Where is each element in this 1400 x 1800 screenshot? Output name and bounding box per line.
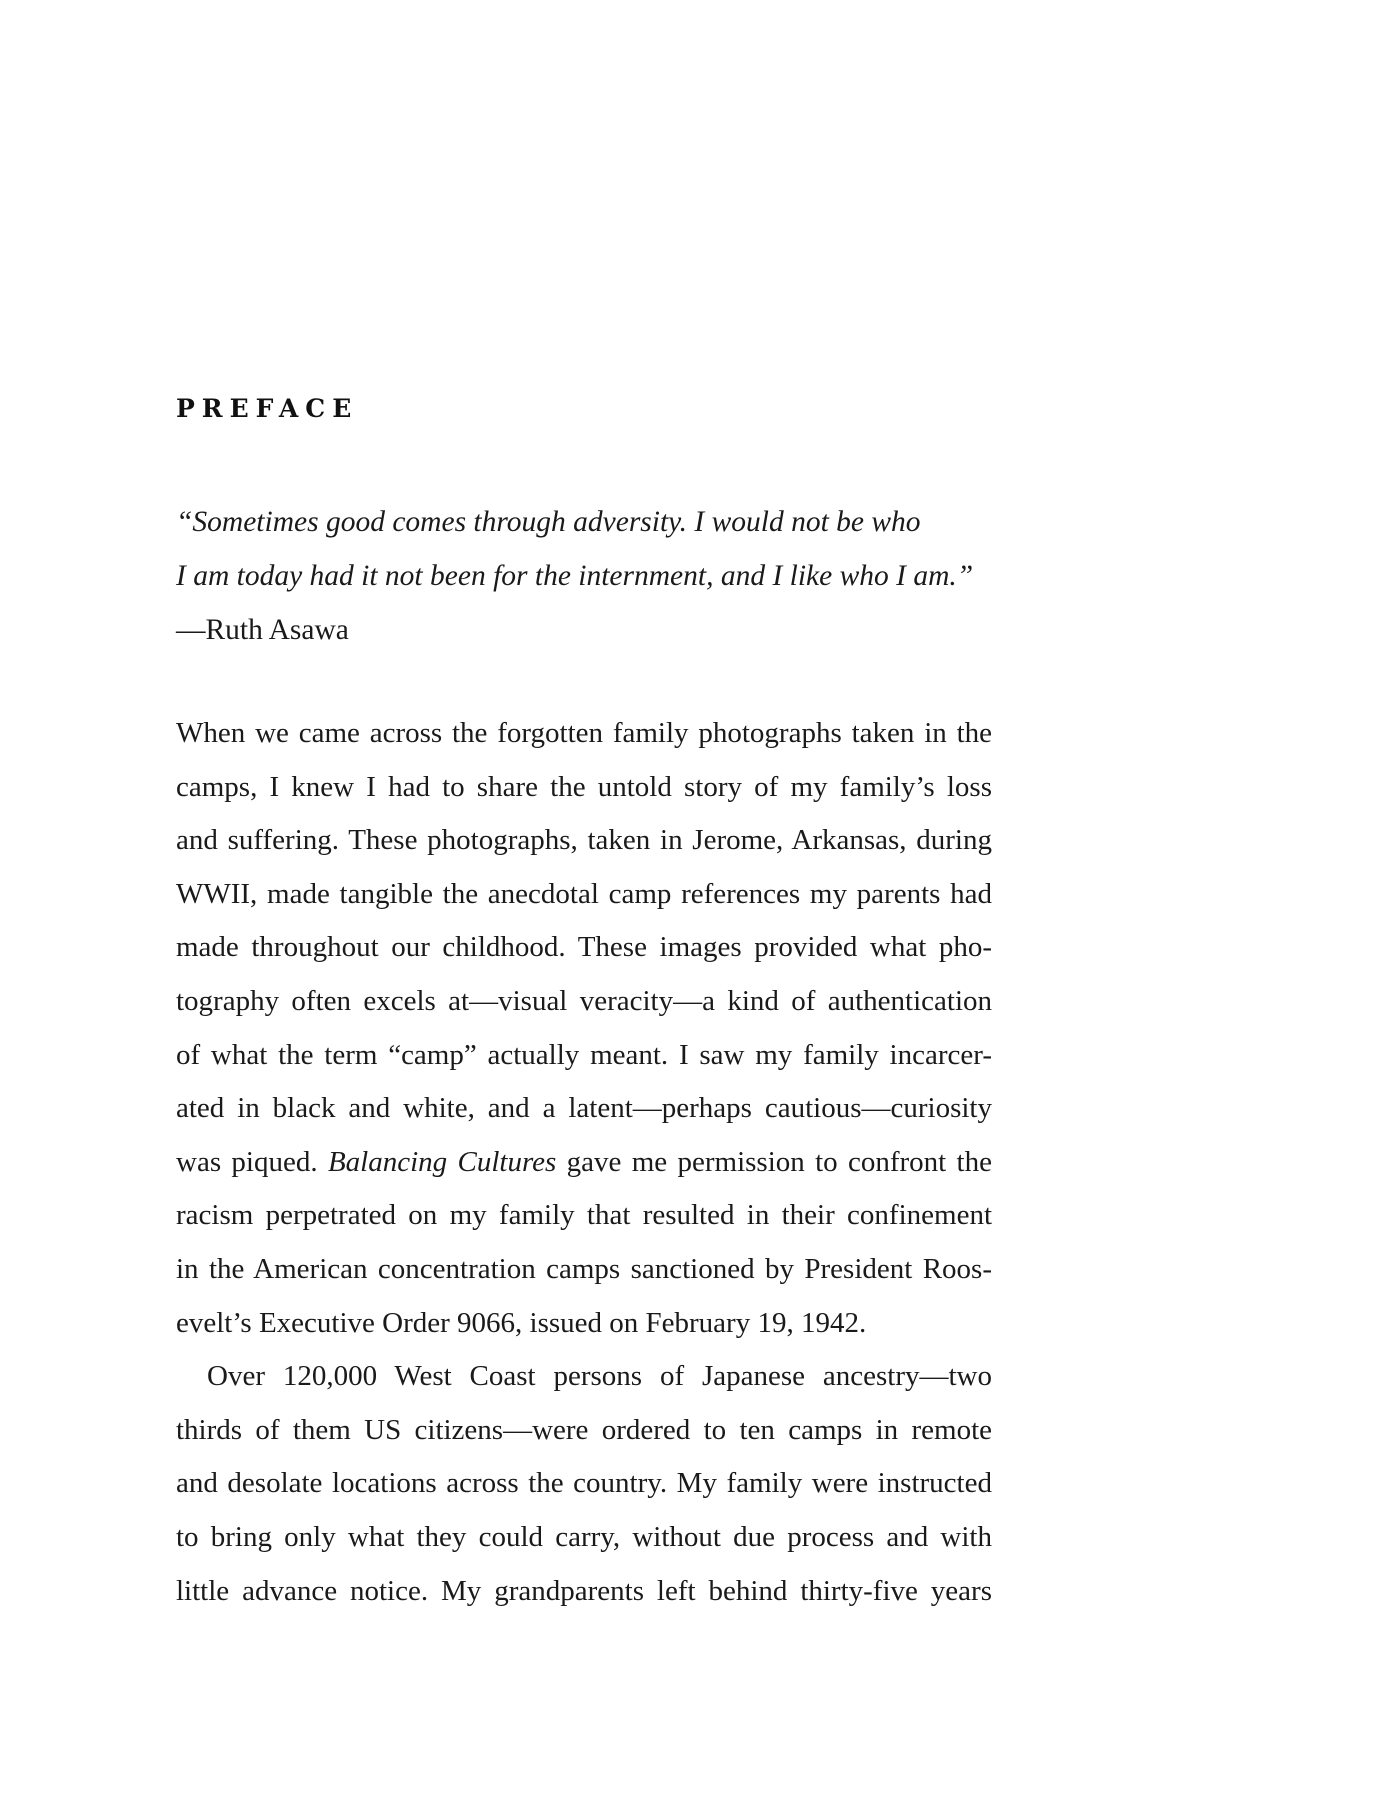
paragraph-1-line: evelt’s Executive Order 9066, issued on February 19, 1942.	[176, 1306, 867, 1339]
book-page	[176, 0, 992, 1800]
paragraph-1-line: tography often excels at—visual veracity—a kind of authentication	[176, 984, 992, 1017]
paragraph-1-line	[176, 1136, 992, 1190]
paragraph-1-line: and suffering. These photographs, taken in Jerome, Arkansas, during	[176, 824, 992, 857]
body-text	[176, 707, 992, 1618]
paragraph-2-line: thirds of them US citizens—were ordered to ten camps in remote	[176, 1413, 992, 1446]
epigraph-quote-line: I am today had it not been for the internment, and I like who I am.”	[176, 560, 974, 592]
paragraph-1-line: WWII, made tangible the anecdotal camp references my parents had	[176, 877, 992, 910]
book-title: Balancing Cultures	[327, 1145, 557, 1178]
epigraph-attribution: —Ruth Asawa	[176, 614, 349, 646]
line-text: gave me permission to confront the	[556, 1145, 992, 1178]
paragraph-1-line: of what the term “camp” actually meant. I saw my family incarcer-	[176, 1038, 992, 1071]
epigraph	[176, 495, 992, 657]
paragraph-1-line: made throughout our childhood. These images provided what pho-	[176, 931, 992, 964]
paragraph-1-line: racism perpetrated on my family that resulted in their confinement	[176, 1199, 992, 1232]
paragraph-2-line: Over 120,000 West Coast persons of Japanese ancestry—two	[207, 1360, 992, 1393]
paragraph-1-line: camps, I knew I had to share the untold story of my family’s loss	[176, 770, 992, 803]
paragraph-2-line: little advance notice. My grandparents left behind thirty-five years	[176, 1574, 992, 1607]
paragraph-1-line: in the American concentration camps sanctioned by President Roos-	[176, 1252, 992, 1285]
paragraph-2-line: to bring only what they could carry, without due process and with	[176, 1520, 992, 1553]
chapter-heading: PREFACE	[176, 394, 359, 423]
paragraph-1-line: ated in black and white, and a latent—perhaps cautious—curiosity	[176, 1092, 992, 1125]
paragraph-1-line: When we came across the forgotten family photographs taken in the	[176, 717, 992, 749]
line-text: was piqued.	[176, 1145, 328, 1178]
epigraph-quote-line: “Sometimes good comes through adversity. I would not be who	[176, 506, 921, 538]
paragraph-2-line: and desolate locations across the country. My family were instructed	[176, 1467, 992, 1500]
